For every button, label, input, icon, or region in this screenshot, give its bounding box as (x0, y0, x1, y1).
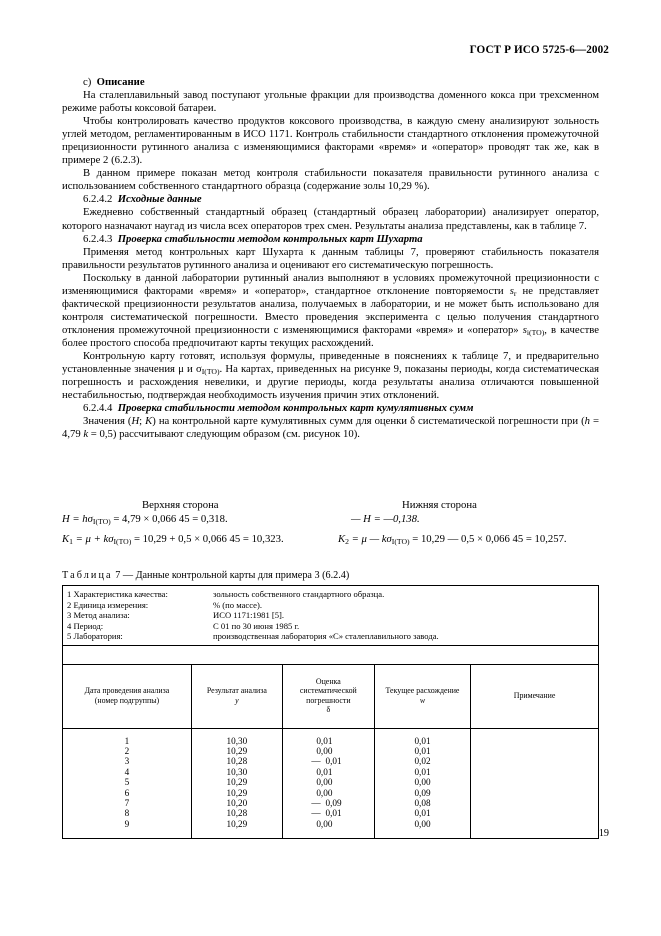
cell-bias-value: 0,00 (316, 787, 333, 798)
document-body (62, 76, 599, 441)
cell-result: 10,29 (191, 746, 282, 756)
paragraph-6 (62, 272, 599, 350)
cell-bias-sign: — (311, 756, 321, 767)
cell-result: 10,29 (191, 777, 282, 787)
table-row (63, 767, 598, 777)
cell-range: 0,01 (374, 767, 470, 777)
column-header-result-line1: Результат анализа (206, 686, 267, 696)
formula-H-upper-subscript: I(TO) (92, 516, 111, 526)
cell-range: 0,02 (374, 756, 470, 766)
cell-bias (282, 819, 374, 838)
cell-subgroup-number: 2 (63, 746, 191, 756)
symbol-s-r-subscript: r (513, 288, 517, 298)
column-header-note (471, 665, 598, 728)
cell-bias-sign: — (311, 808, 321, 819)
cell-bias (282, 728, 374, 746)
formula-H-upper-lhs: H = hσ (62, 513, 93, 525)
symbol-h: h (584, 415, 590, 428)
cell-bias (282, 808, 374, 818)
cell-subgroup-number: 8 (63, 808, 191, 818)
cell-bias (282, 746, 374, 756)
cell-bias-value: 0,00 (316, 818, 333, 829)
cell-result: 10,29 (191, 819, 282, 838)
clause-6243-heading (62, 233, 599, 246)
column-header-range-line1: Текущее расхождение (385, 686, 460, 696)
formula-K2-subscript: I(TO) (391, 536, 410, 546)
cell-subgroup-number: 4 (63, 767, 191, 777)
table-info-box (63, 586, 598, 646)
column-header-bias-symbol: δ (326, 705, 331, 715)
info-row (63, 621, 598, 632)
symbol-k: k (83, 428, 89, 441)
cell-bias-value: 0,01 (325, 808, 342, 819)
formula-block (62, 499, 607, 553)
cell-bias-value: 0,01 (316, 766, 333, 777)
cell-note (471, 728, 598, 746)
table-caption-word: Таблица (62, 570, 113, 581)
symbol-s-ito: s (522, 323, 527, 336)
paragraph-8-semicolon: ; (139, 415, 146, 428)
paragraph-1: На сталеплавильный завод поступают угольные фракции для производства доменного кокса при трехсменном режиме работы коксовой батареи. (62, 89, 599, 115)
info-row (63, 589, 598, 600)
formula-row-K (62, 533, 607, 553)
table-row (63, 728, 598, 746)
cell-bias-value: 0,09 (325, 798, 342, 809)
column-header-range-symbol: w (419, 695, 426, 705)
paragraph-6-part-c: , в качестве более простого способа предпочитают карты текущих расхождений. (62, 323, 600, 349)
data-table (63, 665, 598, 838)
cell-subgroup-number: 9 (63, 819, 191, 838)
clause-c-title: Описание (96, 76, 145, 88)
cell-note (471, 767, 598, 777)
cell-range: 0,08 (374, 798, 470, 808)
page-header-standard-id: ГОСТ Р ИСО 5725-6—2002 (469, 44, 609, 56)
table-row (63, 819, 598, 838)
table-caption (62, 570, 349, 581)
info-row (63, 631, 598, 642)
paragraph-2: Чтобы контролировать качество продуктов коксового производства, в каждую смену анализируют зольность углей методом, регламентированным в ИСО 1171. Контроль стабильности стандартного отклонения промежуточной прецизионности рутинного анализа с изменяющимися факторами «время» и «оператор» проводят так же, как в примере 2 (6.2.3). (62, 115, 599, 167)
formula-K2-symbol: K (338, 533, 346, 545)
formula-K1-subscript: I(TO) (113, 536, 132, 546)
formula-H-lower (351, 513, 420, 525)
page-number: 19 (598, 828, 609, 839)
formula-H-upper-rhs: = 4,79 × 0,066 45 = 0,318. (110, 513, 228, 525)
cell-result: 10,28 (191, 808, 282, 818)
paragraph-5: Применяя метод контрольных карт Шухарта к данным таблицы 7, проверяют стабильность показателя правильности результатов рутинного анализа и оценивают его систематическую погрешность. (62, 245, 599, 271)
cell-note (471, 756, 598, 766)
sigma-ito-subscript: I(TO) (201, 366, 220, 376)
paragraph-4: Ежедневно собственный стандартный образец (стандартный образец лаборатории) анализирует оператор, которого назначают наугад из числа всех операторов трех смен. Результаты анализа представлены, как в таблице 7. (62, 206, 599, 232)
formula-H-upper (62, 513, 228, 525)
cell-result: 10,29 (191, 788, 282, 798)
column-header-result (191, 665, 282, 728)
cell-result: 10,30 (191, 767, 282, 777)
formula-K1 (62, 533, 284, 545)
label-upper-side: Верхняя сторона (142, 499, 219, 511)
info-value: производственная лаборатория «С» сталеплавильного завода. (213, 631, 439, 642)
cell-result: 10,28 (191, 756, 282, 766)
cell-bias (282, 767, 374, 777)
cell-range: 0,01 (374, 808, 470, 818)
cell-bias (282, 777, 374, 787)
formula-K2-rhs: = 10,29 — 0,5 × 0,066 45 = 10,257. (409, 533, 567, 545)
info-value: ИСО 1171:1981 [5]. (213, 610, 285, 621)
column-header-date-line2: (номер подгруппы) (94, 695, 160, 705)
info-label: 1 Характеристика качества: (67, 589, 168, 599)
cell-bias (282, 756, 374, 766)
cell-bias (282, 798, 374, 808)
cell-subgroup-number: 3 (63, 756, 191, 766)
cell-note (471, 819, 598, 838)
column-header-range (374, 665, 470, 728)
table-row (63, 746, 598, 756)
column-header-result-symbol: y (235, 695, 239, 705)
formula-row-H (62, 513, 607, 533)
clause-6242-title: Исходные данные (117, 193, 202, 206)
paragraph-6-part-b: не представляет фактической прецизионности результатов анализа, получаемых в лаборатории, и не может быть использовано для контроля систематической погрешности. Вместо проведения эксперимента с целью получения стандартного отклонения промежуточной прецизионности с изменяющимися факторами «время» и «оператор» (62, 284, 599, 336)
clause-6244-heading (62, 402, 599, 415)
table-row (63, 808, 598, 818)
cell-subgroup-number: 6 (63, 788, 191, 798)
formula-K1-symbol: K (62, 533, 70, 545)
clause-c-heading (62, 76, 599, 89)
column-header-bias-line2: систематической (299, 686, 357, 696)
info-row (63, 600, 598, 611)
label-lower-side: Нижняя сторона (402, 499, 477, 511)
cell-note (471, 788, 598, 798)
table-row (63, 756, 598, 766)
info-row (63, 610, 598, 621)
paragraph-7-part-b: . На картах, приведенных на рисунке 9, показаны периоды, когда систематическая погрешность и расхождения невелики, и другие периоды, когда результаты анализа отличаются повышенной нестабильностью, подтверждая необходимость изучения причин этих отклонений. (62, 363, 599, 402)
info-label: 2 Единица измерения: (67, 599, 149, 610)
formula-K2-index: 2 (345, 536, 349, 546)
column-header-bias (282, 665, 374, 728)
table-header-row (63, 665, 598, 728)
paragraph-8 (62, 415, 599, 441)
cell-note (471, 746, 598, 756)
paragraph-8-part-b: ) на контрольной карте кумулятивных сумм для оценки δ систематической погрешности при ( (152, 415, 585, 428)
cell-range: 0,00 (374, 777, 470, 787)
control-chart-table (62, 585, 599, 839)
column-header-bias-line3: погрешности (306, 695, 351, 705)
column-header-date (63, 665, 191, 728)
formula-K1-mid: = μ + kσ (72, 533, 114, 545)
paragraph-7-part-a: Контрольную карту готовят, используя формулы, приведенные в пояснениях к таблице 7, и предварительно установленные значения μ и σ (62, 349, 599, 376)
table-body (63, 728, 598, 838)
cell-bias-value: 0,01 (316, 735, 333, 746)
formula-K1-index: 1 (69, 536, 73, 546)
formula-K2 (338, 533, 567, 545)
paragraph-7 (62, 350, 599, 402)
clause-6242-heading (62, 193, 599, 206)
info-value: % (по массе). (213, 599, 262, 610)
cell-range: 0,09 (374, 788, 470, 798)
cell-result: 10,20 (191, 798, 282, 808)
clause-c-marker: c) (83, 76, 92, 88)
cell-bias-sign: — (311, 798, 321, 809)
symbol-K: K (145, 415, 153, 428)
info-value: С 01 по 30 июня 1985 г. (213, 620, 300, 631)
table-caption-rest: 7 — Данные контрольной карты для примера 3 (6.2.4) (115, 570, 350, 581)
info-label: 4 Период: (67, 620, 104, 631)
cell-range: 0,01 (374, 746, 470, 756)
clause-6243-title: Проверка стабильности методом контрольных карт Шухарта (117, 232, 423, 245)
info-value: зольность собственного стандартного образца. (213, 589, 385, 599)
cell-note (471, 798, 598, 808)
symbol-H: H (131, 415, 140, 428)
clause-6243-number: 6.2.4.3 (83, 232, 113, 245)
paragraph-8-part-c: = 4,79 (62, 415, 600, 441)
paragraph-3: В данном примере показан метод контроля стабильности показателя правильности рутинного анализа с использованием собственного стандартного образца (содержание золы 10,29 %). (62, 167, 599, 193)
table-row (63, 777, 598, 787)
cell-note (471, 808, 598, 818)
table-row (63, 798, 598, 808)
cell-note (471, 777, 598, 787)
clause-6244-number: 6.2.4.4 (83, 402, 113, 415)
cell-subgroup-number: 7 (63, 798, 191, 808)
column-header-note-line1: Примечание (513, 691, 556, 701)
symbol-s-r: s (509, 284, 514, 297)
column-header-date-line1: Дата проведения анализа (84, 686, 170, 696)
cell-range: 0,00 (374, 819, 470, 838)
cell-bias-value: 0,00 (316, 746, 333, 756)
paragraph-8-part-d: = 0,5) рассчитывают следующим образом (см. рисунок 10). (88, 428, 360, 441)
cell-bias (282, 788, 374, 798)
formula-K2-mid: = μ — kσ (348, 533, 392, 545)
table-row (63, 788, 598, 798)
cell-subgroup-number: 1 (63, 728, 191, 746)
info-label: 3 Метод анализа: (67, 610, 130, 621)
paragraph-8-part-a: Значения ( (83, 415, 132, 428)
formula-H-lower-text: — H = —0,138. (351, 513, 420, 525)
cell-bias-value: 0,00 (316, 777, 333, 788)
column-header-bias-line1: Оценка (315, 676, 341, 686)
formula-side-labels (62, 499, 607, 513)
cell-range: 0,01 (374, 728, 470, 746)
info-label: 5 Лаборатория: (67, 631, 123, 642)
symbol-s-ito-subscript: i(TO) (526, 327, 545, 337)
table-spacer-row (63, 646, 598, 665)
clause-6242-number: 6.2.4.2 (83, 193, 113, 206)
cell-bias-value: 0,01 (325, 756, 342, 767)
cell-result: 10,30 (191, 728, 282, 746)
formula-K1-rhs: = 10,29 + 0,5 × 0,066 45 = 10,323. (131, 533, 284, 545)
cell-subgroup-number: 5 (63, 777, 191, 787)
paragraph-6-part-a: Поскольку в данной лаборатории рутинный анализ выполняют в условиях промежуточной прецизионности с изменяющимися факторами «время» и «оператор», стандартное отклонение повторяемости (62, 271, 599, 297)
clause-6244-title: Проверка стабильности методом контрольных карт кумулятивных сумм (117, 402, 474, 415)
